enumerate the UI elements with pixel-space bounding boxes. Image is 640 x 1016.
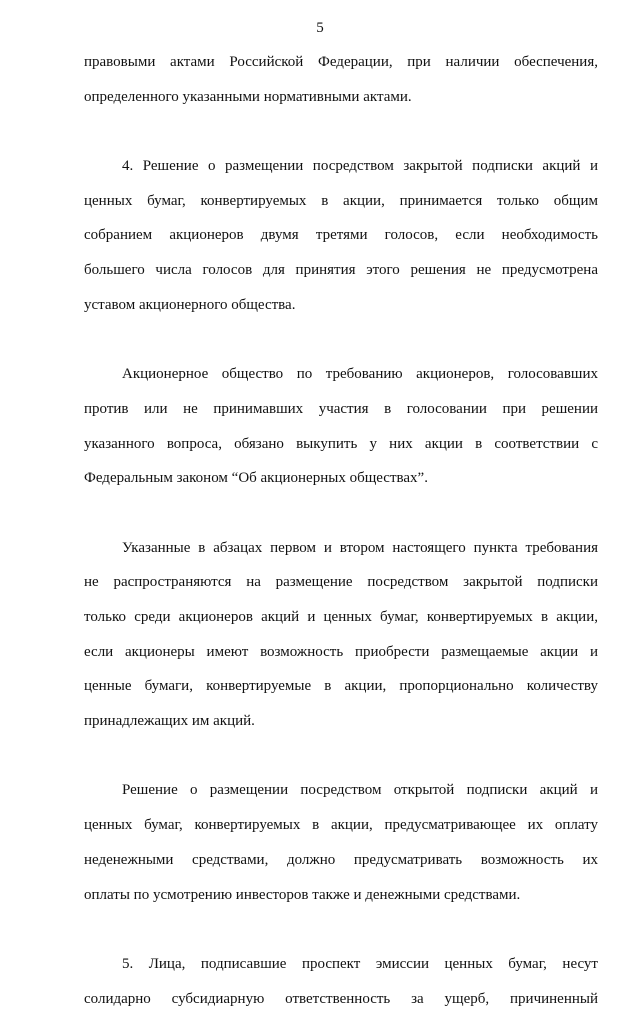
text-line: если акционеры имеют возможность приобрести размещаемые акции и xyxy=(84,643,598,660)
paragraph xyxy=(84,773,598,912)
paragraph xyxy=(84,357,598,496)
paragraph xyxy=(84,45,598,114)
text-line: Решение о размещении посредством открытой подписки акций и xyxy=(122,782,598,799)
text-line: принадлежащих им акций. xyxy=(84,713,255,730)
text-line: ценные бумаги, конвертируемые в акции, пропорционально количеству xyxy=(84,678,598,695)
paragraph xyxy=(84,947,598,1016)
text-line: правовыми актами Российской Федерации, при наличии обеспечения, xyxy=(84,54,598,70)
paragraph xyxy=(84,531,598,739)
paragraph-spacer xyxy=(84,323,598,358)
text-line: уставом акционерного общества. xyxy=(84,296,296,313)
text-line: солидарно субсидиарную ответственность за ущерб, причиненный xyxy=(84,990,598,1007)
text-line: 5. Лица, подписавшие проспект эмиссии ценных бумаг, несут xyxy=(122,955,598,972)
text-line: Акционерное общество по требованию акционеров, голосовавших xyxy=(122,366,598,383)
paragraph xyxy=(84,149,598,322)
paragraph-spacer xyxy=(84,912,598,947)
text-line: Федеральным законом “Об акционерных обществах”. xyxy=(84,470,428,487)
paragraph-spacer xyxy=(84,496,598,531)
text-line: только среди акционеров акций и ценных бумаг, конвертируемых в акции, xyxy=(84,609,598,625)
paragraph-spacer xyxy=(84,739,598,774)
text-line: неденежными средствами, должно предусматривать возможность их xyxy=(84,851,598,868)
text-line: указанного вопроса, обязано выкупить у них акции в соответствии с xyxy=(84,435,598,452)
text-line: определенного указанными нормативными актами. xyxy=(84,88,412,105)
text-line: против или не принимавших участия в голосовании при решении xyxy=(84,400,598,417)
document-body xyxy=(84,45,598,1016)
paragraph-spacer xyxy=(84,114,598,149)
text-line: ценных бумаг, конвертируемых в акции, принимается только общим xyxy=(84,192,598,209)
text-line: большего числа голосов для принятия этого решения не предусмотрена xyxy=(84,262,598,279)
text-line: Указанные в абзацах первом и втором настоящего пункта требования xyxy=(122,539,598,556)
text-line: ценных бумаг, конвертируемых в акции, предусматривающее их оплату xyxy=(84,817,598,834)
text-line: 4. Решение о размещении посредством закрытой подписки акций и xyxy=(122,158,598,175)
text-line: оплаты по усмотрению инвесторов также и денежными средствами. xyxy=(84,886,521,903)
text-line: не распространяются на размещение посредством закрытой подписки xyxy=(84,574,598,591)
text-line: собранием акционеров двумя третями голосов, если необходимость xyxy=(84,227,598,244)
page-number: 5 xyxy=(316,20,324,36)
